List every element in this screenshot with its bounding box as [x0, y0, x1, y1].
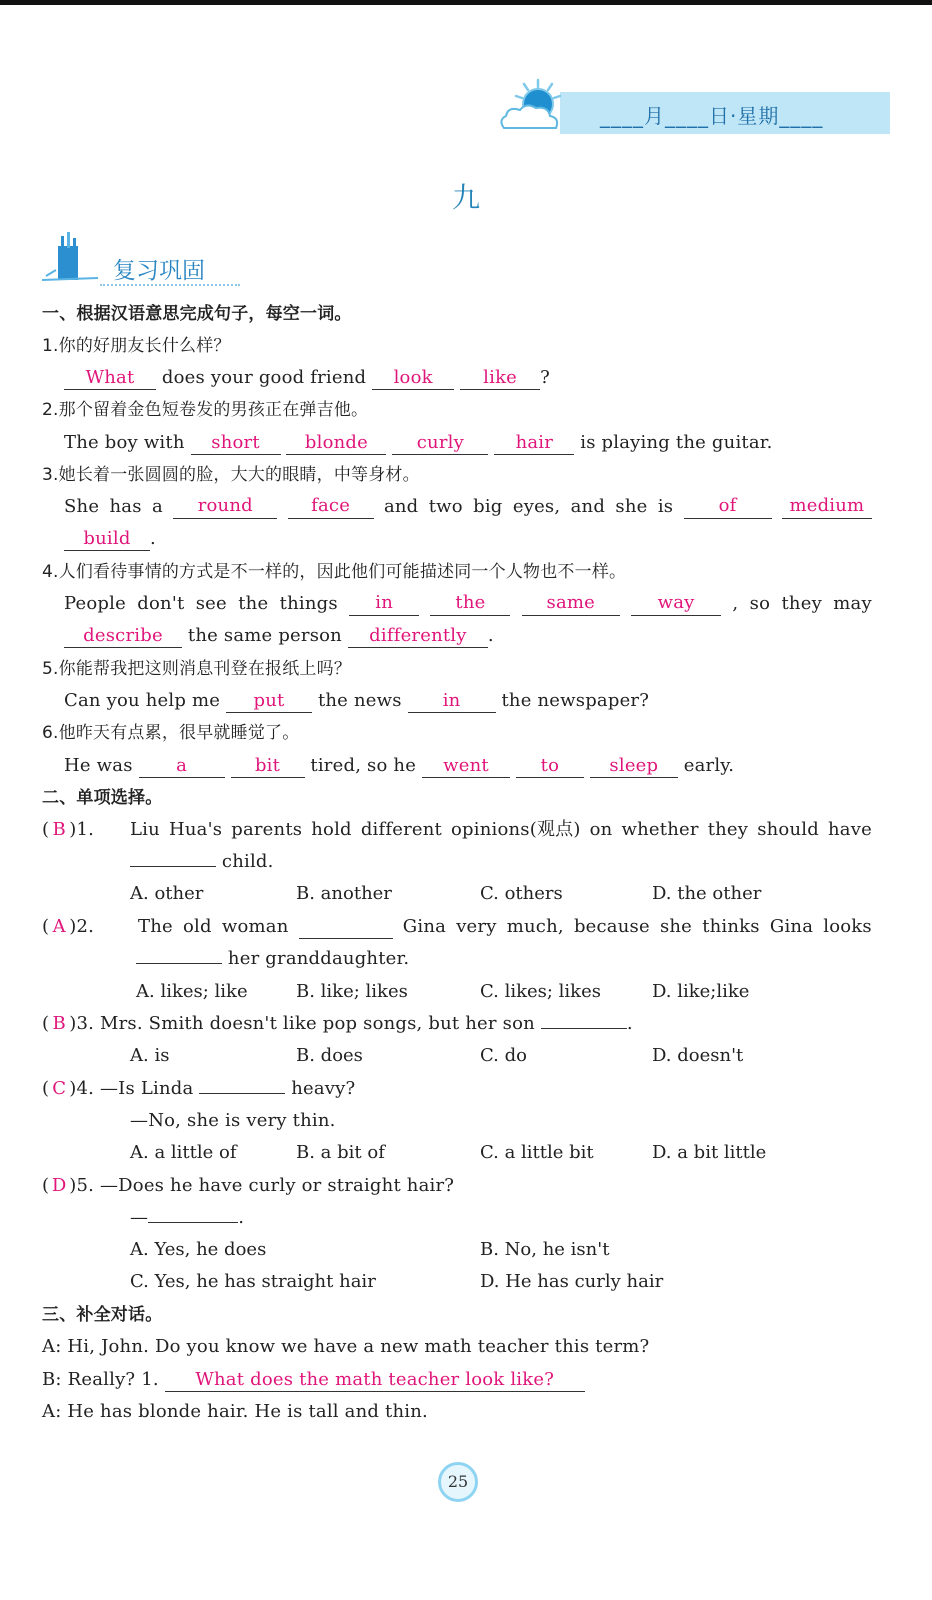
- sun-cloud-icon: [494, 76, 574, 140]
- answer-blank[interactable]: What: [64, 367, 156, 390]
- sentence-text: her granddaughter.: [227, 948, 410, 969]
- mc-q1-stem-cont: [130, 850, 274, 874]
- q4-sentence-cont: [64, 624, 494, 648]
- option-c[interactable]: C. a little bit: [480, 1142, 594, 1163]
- q1-chinese: 1.你的好朋友长什么样？: [42, 336, 231, 356]
- paren: (: [42, 1175, 50, 1196]
- q6-chinese: 6.他昨天有点累，很早就睡觉了。: [42, 723, 300, 743]
- word: parents: [231, 819, 303, 840]
- paren: (: [42, 916, 50, 937]
- answer-blank[interactable]: [299, 915, 393, 939]
- word: should: [757, 819, 819, 840]
- word: People: [64, 593, 126, 614]
- paren: ): [69, 819, 77, 840]
- word: the: [238, 593, 269, 614]
- word: Gina: [769, 916, 814, 937]
- q5-chinese: 5.你能帮我把这则消息刊登在报纸上吗？: [42, 659, 352, 679]
- question-text: 3. Mrs. Smith doesn't like pop songs, but her son: [76, 1013, 535, 1034]
- sentence-text: the news: [317, 690, 402, 711]
- q1-sentence: [64, 366, 550, 390]
- answer-blank[interactable]: describe: [64, 625, 182, 648]
- dialog-line-2: [42, 1368, 585, 1392]
- sentence-text: is playing the guitar.: [580, 432, 773, 453]
- answer-letter[interactable]: A: [52, 916, 66, 937]
- sentence-text: He was: [64, 755, 133, 776]
- answer-blank[interactable]: to: [516, 755, 584, 778]
- sentence-text: .: [238, 1207, 245, 1228]
- mc-q1-answer: [42, 818, 94, 842]
- sentence-text: the newspaper?: [501, 690, 650, 711]
- option-a[interactable]: A. Yes, he does: [130, 1239, 267, 1260]
- answer-blank[interactable]: build: [64, 528, 150, 551]
- sentence-text: does your good friend: [161, 367, 367, 388]
- word: is: [657, 496, 674, 517]
- mc-q2-answer: [42, 915, 94, 939]
- top-border: [0, 0, 932, 5]
- option-c[interactable]: C. Yes, he has straight hair: [130, 1271, 376, 1292]
- word: opinions(观点): [451, 819, 581, 840]
- word: see: [195, 593, 227, 614]
- mc-q2-stem: [138, 915, 872, 939]
- answer-blank[interactable]: [541, 1028, 627, 1029]
- mc-q1-stem: [130, 818, 872, 842]
- sentence-text: .: [626, 1013, 633, 1034]
- word: and: [383, 496, 419, 517]
- q2-chinese: 2.那个留着金色短卷发的男孩正在弹吉他。: [42, 400, 369, 420]
- word: because: [573, 916, 650, 937]
- answer-blank[interactable]: way: [631, 592, 721, 616]
- paren: ): [69, 1078, 77, 1099]
- word: ,: [732, 593, 739, 614]
- answer-blank[interactable]: short: [191, 432, 281, 455]
- question-text: 5. —Does he have curly or straight hair?: [76, 1175, 455, 1196]
- option-c[interactable]: C. likes; likes: [480, 981, 601, 1002]
- answer-blank[interactable]: blonde: [286, 432, 386, 455]
- sentence-text: tired, so he: [310, 755, 417, 776]
- sentence-text: early.: [683, 755, 735, 776]
- mc-q4-line2: —No, she is very thin.: [130, 1110, 336, 1131]
- option-c[interactable]: C. do: [480, 1045, 527, 1066]
- word: she: [659, 916, 693, 937]
- answer-blank[interactable]: look: [372, 367, 454, 390]
- sentence-text: Can you help me: [64, 690, 221, 711]
- word: She: [64, 496, 100, 517]
- option-d[interactable]: D. He has curly hair: [480, 1271, 664, 1292]
- option-a[interactable]: A. a little of: [130, 1142, 237, 1163]
- word: hold: [311, 819, 352, 840]
- word: much,: [506, 916, 564, 937]
- answer-letter[interactable]: B: [52, 819, 66, 840]
- pencil-cup-icon: [40, 232, 100, 290]
- word: have: [828, 819, 872, 840]
- answer-blank[interactable]: in: [408, 690, 496, 713]
- word: and: [570, 496, 606, 517]
- paren: (: [42, 1078, 50, 1099]
- sentence-text: B: Really? 1.: [42, 1369, 159, 1390]
- option-d[interactable]: D. a bit little: [652, 1142, 767, 1163]
- mc-q2-stem-cont: [136, 947, 409, 971]
- answer-blank[interactable]: the: [430, 592, 510, 616]
- paren: (: [42, 819, 50, 840]
- answer-letter[interactable]: B: [52, 1013, 66, 1034]
- q4-chinese: 4.人们看待事情的方式是不一样的，因此他们可能描述同一个人物也不一样。: [42, 562, 627, 582]
- part2-heading: 二、单项选择。: [42, 788, 163, 808]
- answer-blank[interactable]: medium: [782, 495, 872, 519]
- answer-blank[interactable]: round: [173, 495, 277, 519]
- word: they: [781, 593, 822, 614]
- mc-q3: [42, 1012, 633, 1036]
- answer-blank[interactable]: differently: [348, 625, 488, 648]
- question-number: 2.: [76, 916, 95, 937]
- word: a: [152, 496, 163, 517]
- answer-blank[interactable]: face: [288, 495, 374, 519]
- paren: ): [69, 1175, 77, 1196]
- q3-sentence-cont: [64, 527, 156, 551]
- paren: ): [69, 1013, 77, 1034]
- option-b[interactable]: B. another: [296, 883, 392, 904]
- question-text: 4. —Is Linda: [76, 1078, 194, 1099]
- sentence-text: .: [487, 625, 494, 646]
- sentence-text: The boy with: [64, 432, 185, 453]
- answer-blank[interactable]: a: [139, 755, 225, 778]
- paren: (: [42, 1013, 50, 1034]
- sentence-text: .: [150, 528, 156, 549]
- word: they: [707, 819, 749, 840]
- word: very: [456, 916, 497, 937]
- option-c[interactable]: C. others: [480, 883, 563, 904]
- word: looks: [823, 916, 872, 937]
- word: so: [749, 593, 771, 614]
- q5-sentence: [64, 689, 649, 713]
- part3-heading: 三、补全对话。: [42, 1305, 163, 1325]
- mc-q4: [42, 1077, 355, 1101]
- answer-blank[interactable]: [199, 1093, 285, 1094]
- sentence-text: —: [130, 1207, 149, 1228]
- question-number: 1.: [76, 819, 95, 840]
- word: she: [615, 496, 648, 517]
- page-number: 25: [438, 1462, 478, 1502]
- sentence-text: child.: [221, 851, 274, 872]
- q6-sentence: [64, 754, 734, 778]
- q3-sentence: [64, 495, 872, 519]
- option-d[interactable]: D. the other: [652, 883, 762, 904]
- q4-sentence: [64, 592, 872, 616]
- option-a[interactable]: A. is: [130, 1045, 170, 1066]
- answer-blank[interactable]: hair: [494, 432, 574, 455]
- answer-blank[interactable]: What does the math teacher look like?: [165, 1369, 585, 1392]
- answer-blank[interactable]: went: [422, 755, 510, 778]
- paren: ): [69, 916, 77, 937]
- option-b[interactable]: B. does: [296, 1045, 363, 1066]
- q3-chinese: 3.她长着一张圆圆的脸，大大的眼睛，中等身材。: [42, 465, 420, 485]
- option-a[interactable]: A. likes; like: [136, 981, 248, 1002]
- section-title: 复习巩固: [113, 258, 205, 284]
- option-b[interactable]: B. like; likes: [296, 981, 408, 1002]
- date-fill-in: ____月____日·星期____: [600, 104, 824, 128]
- word: big: [473, 496, 503, 517]
- mc-q5: [42, 1174, 454, 1198]
- word: may: [833, 593, 872, 614]
- answer-blank[interactable]: [136, 963, 222, 964]
- word: whether: [621, 819, 699, 840]
- mc-q5-line2: [130, 1206, 244, 1230]
- answer-letter[interactable]: C: [52, 1078, 67, 1099]
- option-a[interactable]: A. other: [130, 883, 204, 904]
- dialog-line-1: A: Hi, John. Do you know we have a new math teacher this term?: [42, 1336, 650, 1357]
- q2-sentence: [64, 431, 773, 455]
- answer-letter[interactable]: D: [51, 1175, 67, 1196]
- answer-blank[interactable]: curly: [392, 432, 488, 455]
- answer-blank[interactable]: in: [349, 592, 419, 616]
- answer-blank[interactable]: put: [226, 690, 312, 713]
- sentence-text: heavy?: [291, 1078, 356, 1099]
- answer-blank[interactable]: [148, 1222, 238, 1223]
- chapter-number: 九: [451, 181, 480, 214]
- answer-blank[interactable]: sleep: [590, 755, 678, 778]
- option-b[interactable]: B. a bit of: [296, 1142, 385, 1163]
- part1-heading: 一、根据汉语意思完成句子，每空一词。: [42, 304, 352, 324]
- option-d[interactable]: D. doesn't: [652, 1045, 744, 1066]
- section-divider: [100, 284, 240, 286]
- word: things: [279, 593, 338, 614]
- option-b[interactable]: B. No, he isn't: [480, 1239, 610, 1260]
- dialog-line-3: A: He has blonde hair. He is tall and thin.: [42, 1401, 428, 1422]
- sentence-text: ?: [540, 367, 550, 388]
- answer-blank[interactable]: bit: [231, 755, 305, 778]
- word: eyes,: [512, 496, 561, 517]
- word: Gina: [402, 916, 447, 937]
- word: don't: [137, 593, 185, 614]
- option-d[interactable]: D. like;like: [652, 981, 750, 1002]
- sentence-text: the same person: [187, 625, 342, 646]
- word: old: [183, 916, 212, 937]
- word: different: [360, 819, 442, 840]
- answer-blank[interactable]: same: [522, 592, 620, 616]
- answer-blank[interactable]: of: [684, 495, 772, 519]
- word: two: [428, 496, 463, 517]
- answer-blank[interactable]: like: [460, 367, 540, 390]
- word: woman: [221, 916, 289, 937]
- word: Liu: [130, 819, 160, 840]
- word: thinks: [702, 916, 760, 937]
- word: The: [138, 916, 173, 937]
- answer-blank[interactable]: [130, 866, 216, 867]
- word: on: [589, 819, 613, 840]
- word: has: [109, 496, 142, 517]
- word: Hua's: [168, 819, 223, 840]
